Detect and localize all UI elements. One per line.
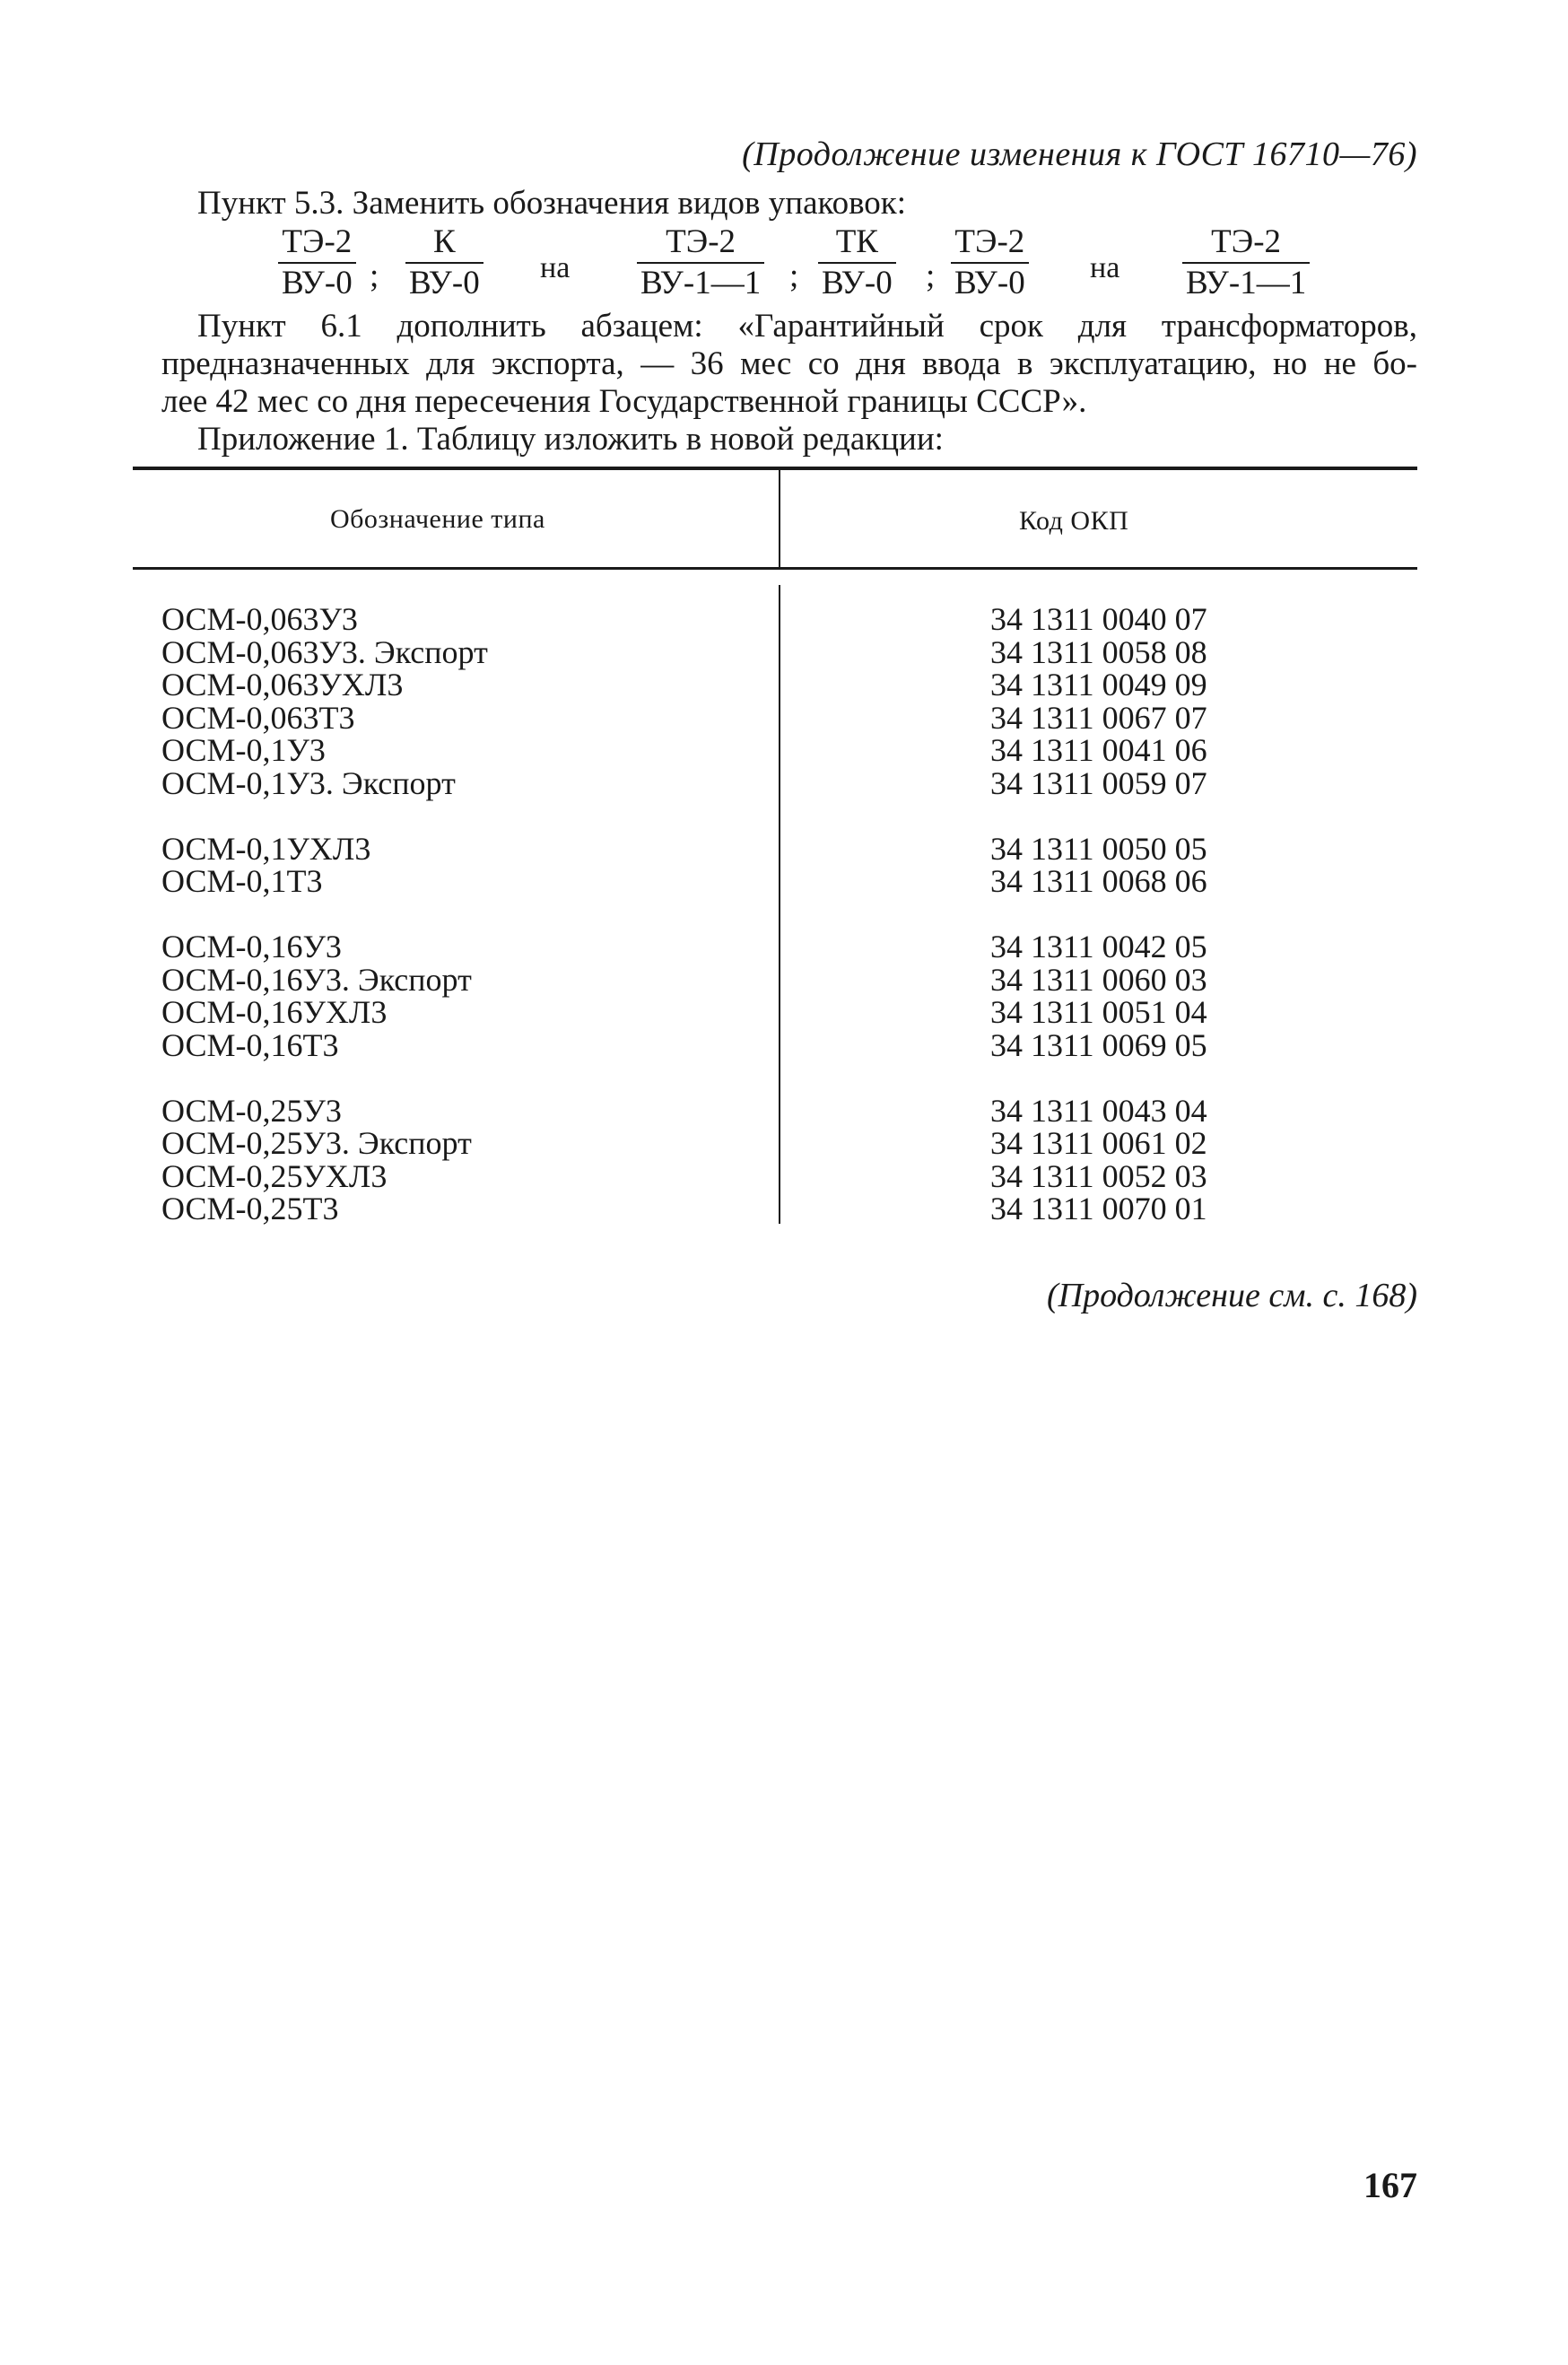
page-number: 167 bbox=[1363, 2165, 1417, 2205]
table-cell-code: 34 1311 0067 07 bbox=[990, 699, 1207, 736]
table-cell-code: 34 1311 0058 08 bbox=[990, 633, 1207, 670]
fraction-3 bbox=[637, 223, 764, 303]
table-cell-code: 34 1311 0070 01 bbox=[990, 1191, 1207, 1226]
table-type-column bbox=[161, 603, 488, 1226]
fraction-1-num: ТЭ-2 bbox=[282, 223, 353, 260]
fraction-1 bbox=[278, 223, 356, 303]
fraction-4-den: ВУ-0 bbox=[818, 262, 896, 303]
table-header-code: Код ОКП bbox=[1019, 506, 1129, 536]
table-cell-code: 34 1311 0040 07 bbox=[990, 601, 1207, 637]
fraction-2 bbox=[405, 223, 483, 303]
table-cell-type: ОСМ-0,16Т3 bbox=[161, 1026, 339, 1063]
table-cell-code: 34 1311 0059 07 bbox=[990, 764, 1207, 801]
fraction-5-num: ТЭ-2 bbox=[954, 223, 1025, 260]
separator-2: ; bbox=[789, 257, 799, 294]
fraction-3-den: ВУ-1—1 bbox=[637, 262, 764, 303]
fraction-5 bbox=[951, 223, 1029, 303]
word-na-2: на bbox=[1090, 251, 1120, 284]
fraction-6 bbox=[1182, 223, 1310, 303]
word-na-1: на bbox=[540, 251, 571, 284]
table-cell-type: ОСМ-0,063Т3 bbox=[161, 699, 355, 736]
table-cell-code: 34 1311 0061 02 bbox=[990, 1125, 1207, 1161]
table-cell-type: ОСМ-0,063УХЛ3 bbox=[161, 667, 404, 703]
table-cell-type: ОСМ-0,063У3 bbox=[161, 601, 358, 637]
fraction-2-den: ВУ-0 bbox=[405, 262, 483, 303]
fraction-4 bbox=[818, 223, 896, 303]
table-top-rule bbox=[133, 467, 1417, 470]
page-header: (Продолжение изменения к ГОСТ 16710—76) bbox=[742, 135, 1417, 173]
fraction-1-den: ВУ-0 bbox=[278, 262, 356, 303]
table-cell-code: 34 1311 0041 06 bbox=[990, 732, 1207, 768]
table-cell-type: ОСМ-0,063У3. Экспорт bbox=[161, 633, 488, 670]
table-cell-code: 34 1311 0068 06 bbox=[990, 863, 1207, 899]
table-cell-type: ОСМ-0,25Т3 bbox=[161, 1191, 339, 1226]
item-6-1-line-2: предназначенных для экспорта, — 36 мес со дня ввода в эксплуатацию, но не бо- bbox=[161, 345, 1417, 382]
table-cell-type: ОСМ-0,25УХЛ3 bbox=[161, 1157, 388, 1194]
table-header-divider bbox=[779, 470, 780, 567]
appendix-text: Приложение 1. Таблицу изложить в новой редакции: bbox=[197, 421, 944, 458]
table-header-rule bbox=[133, 567, 1417, 570]
table-cell-code: 34 1311 0042 05 bbox=[990, 929, 1207, 964]
table-cell-type: ОСМ-0,1УХЛ3 bbox=[161, 830, 371, 867]
table-cell-code: 34 1311 0043 04 bbox=[990, 1092, 1207, 1129]
table-cell-type: ОСМ-0,16У3 bbox=[161, 929, 342, 964]
table-cell-code: 34 1311 0049 09 bbox=[990, 667, 1207, 703]
table-cell-type: ОСМ-0,16У3. Экспорт bbox=[161, 961, 472, 998]
table-code-column bbox=[990, 603, 1207, 1226]
fraction-4-num: ТК bbox=[835, 223, 878, 260]
separator-3: ; bbox=[926, 257, 936, 294]
item-5-3-text: Пункт 5.3. Заменить обозначения видов упаковок: bbox=[197, 185, 907, 222]
table-cell-code: 34 1311 0069 05 bbox=[990, 1026, 1207, 1063]
table-cell-code: 34 1311 0060 03 bbox=[990, 961, 1207, 998]
table-cell-code: 34 1311 0051 04 bbox=[990, 994, 1207, 1030]
fraction-2-num: К bbox=[433, 223, 456, 260]
item-6-1-line-1: Пункт 6.1 дополнить абзацем: «Гарантийный срок для трансформаторов, bbox=[197, 308, 1417, 345]
table-body-divider bbox=[779, 585, 780, 1224]
fraction-6-den: ВУ-1—1 bbox=[1182, 262, 1310, 303]
separator-1: ; bbox=[370, 257, 379, 294]
table-cell-type: ОСМ-0,25У3. Экспорт bbox=[161, 1125, 472, 1161]
item-6-1-line-3: лее 42 мес со дня пересечения Государственной границы СССР». bbox=[161, 383, 1087, 420]
continuation-note: (Продолжение см. с. 168) bbox=[1046, 1277, 1417, 1314]
table-cell-type: ОСМ-0,16УХЛ3 bbox=[161, 994, 388, 1030]
table-cell-type: ОСМ-0,1У3 bbox=[161, 732, 326, 768]
table-cell-type: ОСМ-0,1У3. Экспорт bbox=[161, 764, 456, 801]
table-cell-code: 34 1311 0050 05 bbox=[990, 830, 1207, 867]
fraction-6-num: ТЭ-2 bbox=[1211, 223, 1282, 260]
table-header-type: Обозначение типа bbox=[330, 504, 545, 534]
fraction-5-den: ВУ-0 bbox=[951, 262, 1029, 303]
table-cell-type: ОСМ-0,25У3 bbox=[161, 1092, 342, 1129]
table-cell-code: 34 1311 0052 03 bbox=[990, 1157, 1207, 1194]
fraction-3-num: ТЭ-2 bbox=[666, 223, 736, 260]
table-cell-type: ОСМ-0,1Т3 bbox=[161, 863, 323, 899]
